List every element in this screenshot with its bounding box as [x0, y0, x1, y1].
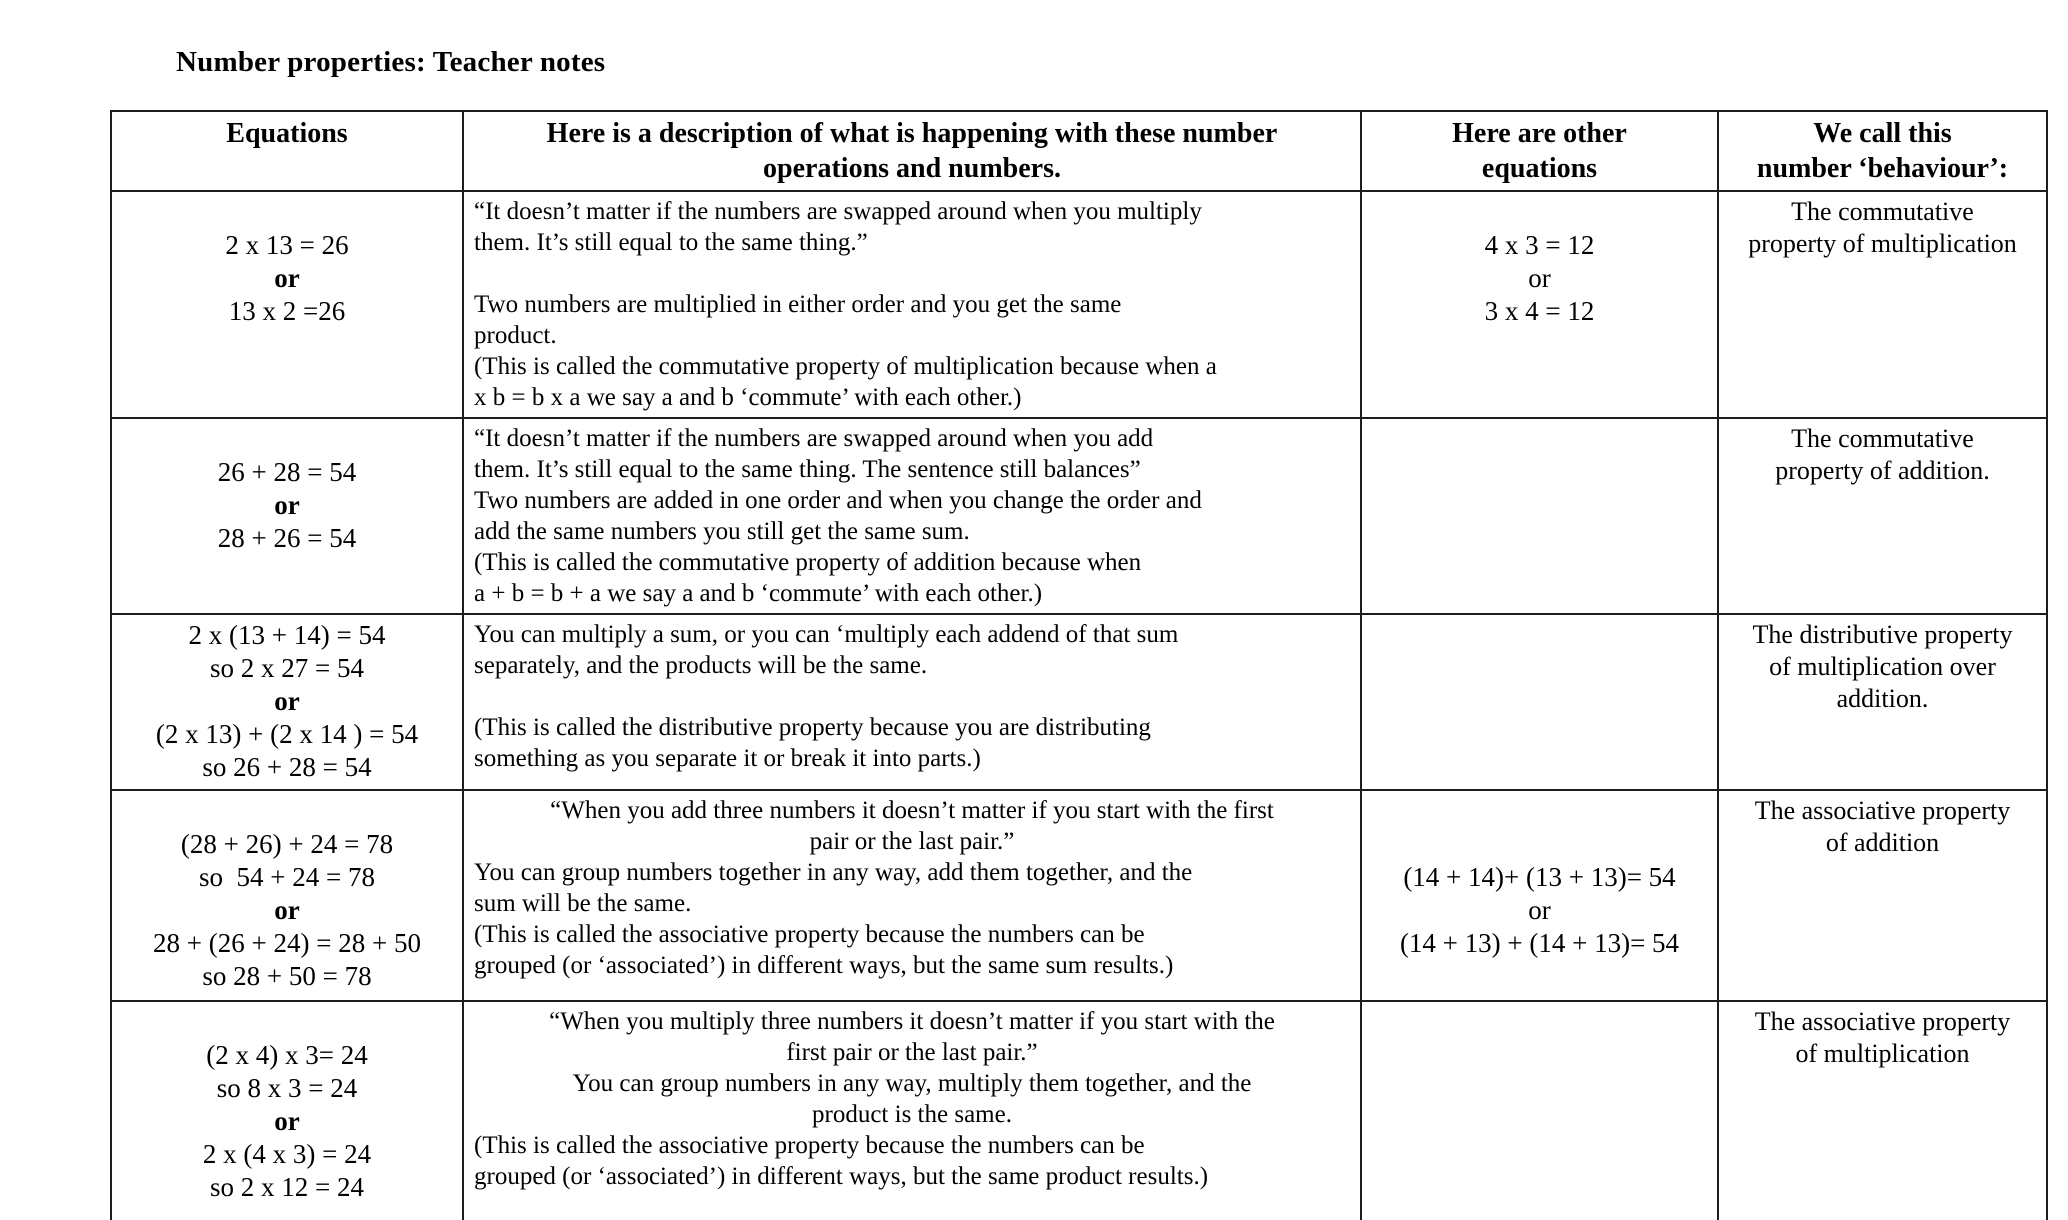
equation-line: (2 x 13) + (2 x 14 ) = 54	[155, 719, 419, 749]
page-title: Number properties: Teacher notes	[176, 46, 606, 78]
behaviour-line: addition.	[1836, 684, 1929, 713]
description-line: something as you separate it or break it into parts.)	[474, 745, 981, 772]
description-line: (This is called the commutative property of multiplication because when a	[474, 353, 1217, 380]
equation-line: (14 + 13) + (14 + 13)= 54	[1399, 928, 1680, 958]
equation-line	[122, 196, 452, 229]
behaviour-cell	[1718, 418, 2047, 614]
equation-line	[122, 423, 452, 456]
number-properties-table	[110, 110, 2048, 1220]
equation-line: or	[274, 686, 300, 716]
behaviour-line: of multiplication	[1795, 1039, 1970, 1068]
equation-line: 2 x (4 x 3) = 24	[202, 1139, 372, 1169]
equation-line: or	[274, 895, 300, 925]
description-line: “When you add three numbers it doesn’t matter if you start with the first	[550, 797, 1274, 824]
description-cell	[463, 191, 1361, 418]
behaviour-cell	[1718, 614, 2047, 790]
equation-line	[1372, 795, 1707, 828]
header-label: operations and numbers.	[763, 153, 1061, 184]
equations-cell	[111, 418, 463, 614]
equation-line: 3 x 4 = 12	[1484, 296, 1595, 326]
description-cell	[463, 1001, 1361, 1220]
equation-line: or	[1528, 895, 1551, 925]
description-line: You can group numbers in any way, multiply them together, and the	[572, 1070, 1252, 1097]
description-line: Two numbers are added in one order and when you change the order and	[474, 487, 1202, 514]
behaviour-line: of addition	[1825, 828, 1940, 857]
equation-line	[122, 1006, 452, 1039]
behaviour-line: The associative property	[1754, 796, 2011, 825]
header-cell-description	[463, 111, 1361, 191]
description-line: a + b = b + a we say a and b ‘commute’ with each other.)	[474, 580, 1043, 607]
header-label: equations	[1481, 153, 1598, 184]
description-line: add the same numbers you still get the same sum.	[474, 518, 970, 545]
table-row	[111, 790, 2047, 1001]
other-equations-cell	[1361, 614, 1718, 790]
header-label: Equations	[226, 118, 348, 149]
description-line: product is the same.	[812, 1101, 1012, 1128]
equation-line: so 2 x 12 = 24	[210, 1172, 364, 1202]
behaviour-line: of multiplication over	[1769, 652, 1996, 681]
behaviour-cell	[1718, 790, 2047, 1001]
description-line: “When you multiply three numbers it doesn’t matter if you start with the	[549, 1008, 1275, 1035]
behaviour-line: property of multiplication	[1748, 229, 2017, 258]
equation-line	[1372, 828, 1707, 861]
equation-line: so 26 + 28 = 54	[202, 752, 372, 782]
equation-line: so 8 x 3 = 24	[216, 1073, 358, 1103]
description-line: grouped (or ‘associated’) in different ways, but the same product results.)	[474, 1163, 1209, 1190]
equation-line: so 2 x 27 = 54	[210, 653, 364, 683]
equation-line: or	[1528, 263, 1551, 293]
description-line	[474, 258, 1350, 289]
equation-line: 28 + (26 + 24) = 28 + 50	[153, 928, 421, 958]
equation-line: so 28 + 50 = 78	[202, 961, 372, 991]
other-equations-cell	[1361, 191, 1718, 418]
equation-line: or	[274, 263, 300, 293]
description-cell	[463, 614, 1361, 790]
description-line: them. It’s still equal to the same thing. The sentence still balances”	[474, 456, 1141, 483]
description-line: them. It’s still equal to the same thing.”	[474, 229, 868, 256]
table-row	[111, 418, 2047, 614]
description-line: (This is called the commutative property of addition because when	[474, 549, 1142, 576]
description-line: first pair or the last pair.”	[786, 1039, 1038, 1066]
equations-cell	[111, 790, 463, 1001]
description-line: “It doesn’t matter if the numbers are swapped around when you add	[474, 425, 1154, 452]
equations-cell	[111, 191, 463, 418]
other-equations-cell	[1361, 418, 1718, 614]
table-row	[111, 614, 2047, 790]
equation-line: 28 + 26 = 54	[217, 523, 357, 553]
header-label: Here are other	[1452, 118, 1627, 149]
header-label: Here is a description of what is happening with these number	[546, 118, 1278, 149]
header-label: number ‘behaviour’:	[1756, 153, 2009, 184]
equation-line	[122, 795, 452, 828]
description-cell	[463, 418, 1361, 614]
description-line: grouped (or ‘associated’) in different ways, but the same sum results.)	[474, 952, 1174, 979]
description-line: sum will be the same.	[474, 890, 692, 917]
description-line: x b = b x a we say a and b ‘commute’ with each other.)	[474, 384, 1022, 411]
header-cell-equations	[111, 111, 463, 191]
description-line: separately, and the products will be the same.	[474, 652, 928, 679]
equation-line: or	[274, 1106, 300, 1136]
table-row	[111, 1001, 2047, 1220]
other-equations-cell	[1361, 1001, 1718, 1220]
description-line	[474, 681, 1350, 712]
description-line: product.	[474, 322, 557, 349]
description-cell	[463, 790, 1361, 1001]
table-row	[111, 191, 2047, 418]
behaviour-line: property of addition.	[1775, 456, 1990, 485]
equation-line: 2 x 13 = 26	[225, 230, 349, 260]
behaviour-line: The commutative	[1791, 424, 1974, 453]
behaviour-line: The associative property	[1754, 1007, 2011, 1036]
equation-line: 2 x (13 + 14) = 54	[188, 620, 386, 650]
equation-line: 4 x 3 = 12	[1484, 230, 1595, 260]
header-cell-other-equations	[1361, 111, 1718, 191]
other-equations-cell	[1361, 790, 1718, 1001]
equation-line	[1372, 196, 1707, 229]
equations-cell	[111, 1001, 463, 1220]
description-line: pair or the last pair.”	[809, 828, 1015, 855]
description-line: “It doesn’t matter if the numbers are swapped around when you multiply	[474, 198, 1202, 225]
equations-cell	[111, 614, 463, 790]
table-header-row	[111, 111, 2047, 191]
behaviour-line: The commutative	[1791, 197, 1974, 226]
equation-line: (28 + 26) + 24 = 78	[180, 829, 394, 859]
equation-line: (14 + 14)+ (13 + 13)= 54	[1403, 862, 1676, 892]
description-line: Two numbers are multiplied in either order and you get the same	[474, 291, 1122, 318]
equation-line: 26 + 28 = 54	[217, 457, 357, 487]
description-line: (This is called the associative property because the numbers can be	[474, 1132, 1145, 1159]
table-body	[111, 191, 2047, 1220]
behaviour-cell	[1718, 191, 2047, 418]
header-label: We call this	[1813, 118, 1952, 149]
header-cell-behaviour	[1718, 111, 2047, 191]
description-line: (This is called the distributive property because you are distributing	[474, 714, 1151, 741]
description-line: You can multiply a sum, or you can ‘multiply each addend of that sum	[474, 621, 1179, 648]
equation-line: so 54 + 24 = 78	[199, 862, 375, 892]
behaviour-line: The distributive property	[1752, 620, 2013, 649]
equation-line: 13 x 2 =26	[228, 296, 346, 326]
description-line: You can group numbers together in any way, add them together, and the	[474, 859, 1193, 886]
equation-line: or	[274, 490, 300, 520]
equation-line: (2 x 4) x 3= 24	[206, 1040, 368, 1070]
behaviour-cell	[1718, 1001, 2047, 1220]
description-line: (This is called the associative property because the numbers can be	[474, 921, 1145, 948]
